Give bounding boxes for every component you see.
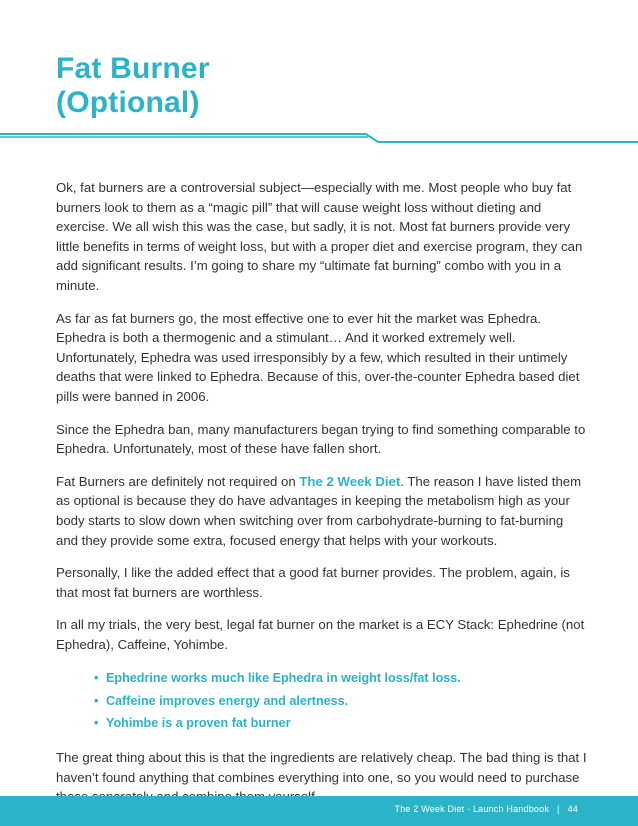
paragraph-conclusion: The great thing about this is that the ingredients are relatively cheap. The bad thing is that I haven’t found anything that combines everything into one, so you would need to purchase	[56, 749, 587, 785]
footer-separator: |	[557, 804, 560, 814]
page-footer	[0, 796, 638, 822]
title-line-1: Fat Burner	[56, 52, 210, 85]
footer-text	[395, 796, 579, 822]
bullet-icon: •	[94, 693, 99, 708]
list-item	[94, 667, 588, 690]
divider-line-upper	[0, 134, 638, 142]
paragraph-optional	[56, 472, 588, 550]
list-item-text: Ephedrine works much like Ephedra in weight loss/fat loss.	[106, 671, 461, 686]
article-body	[56, 178, 588, 820]
list-item	[94, 712, 588, 735]
page-number: 44	[567, 804, 578, 814]
paragraph-personal: Personally, I like the added effect that a good fat burner provides. The problem, again, is that most fat burners are worthless.	[56, 565, 570, 600]
bullet-icon: •	[94, 671, 99, 686]
paragraph-ephedra: As far as fat burners go, the most effective one to ever hit the market was Ephedra. Ephedra is both a thermogenic and a stimulant… And it worked extremely well. Unfortunately, Ephedra was used irresponsibly by a few, which resulted in their untimely deaths that were linked to Ephedra. Because of this, over-the-counter Ephedra based diet pills were banned in 2006.	[56, 310, 580, 404]
footer-stripe	[0, 822, 638, 826]
paragraph-intro: Ok, fat burners are a controversial subject—especially with me. Most people who buy fat burners look to them as a “magic pill” that will cause weight loss without dieting and exercise. We all wish this was the case, but sadly, it is not. Most fat burners provide very little benefits in terms of weight loss, but with a proper diet and exercise program, they can add significant results. I’m going to share my “ultimate fat burning” combo with you in a minute.	[56, 180, 583, 293]
paragraph-optional-start: Fat Burners are definitely not required on	[56, 473, 300, 489]
bullet-icon: •	[94, 716, 99, 731]
list-item-text: Caffeine improves energy and alertness.	[106, 693, 349, 708]
ecy-stack-list	[56, 667, 588, 735]
paragraph-optional-end: . The reason I have listed them as optional is because they do have advantages in keeping the metabolism high as your body starts to slow down when switching over from carbohydrate-burning to fat-burning and they provide some extra, focused energy that helps with your workouts.	[56, 473, 582, 548]
footer-book-title: The 2 Week Diet - Launch Handbook	[394, 804, 550, 814]
list-item	[94, 690, 588, 713]
page-title	[56, 52, 210, 120]
paragraph-trials: In all my trials, the very best, legal fat burner on the market is a ECY Stack: Ephedrine (not Ephedra), Caffeine, Yohimbe.	[56, 617, 585, 652]
title-line-2: (Optional)	[56, 86, 200, 119]
book-title-highlight: The 2 Week Diet	[299, 473, 401, 489]
title-divider	[0, 128, 638, 146]
list-item-text: Yohimbe is a proven fat burner	[106, 716, 291, 731]
paragraph-ephedra-ban: Since the Ephedra ban, many manufacturers began trying to find something comparable to Ephedra. Unfortunately, most of these have fallen short.	[56, 421, 586, 457]
